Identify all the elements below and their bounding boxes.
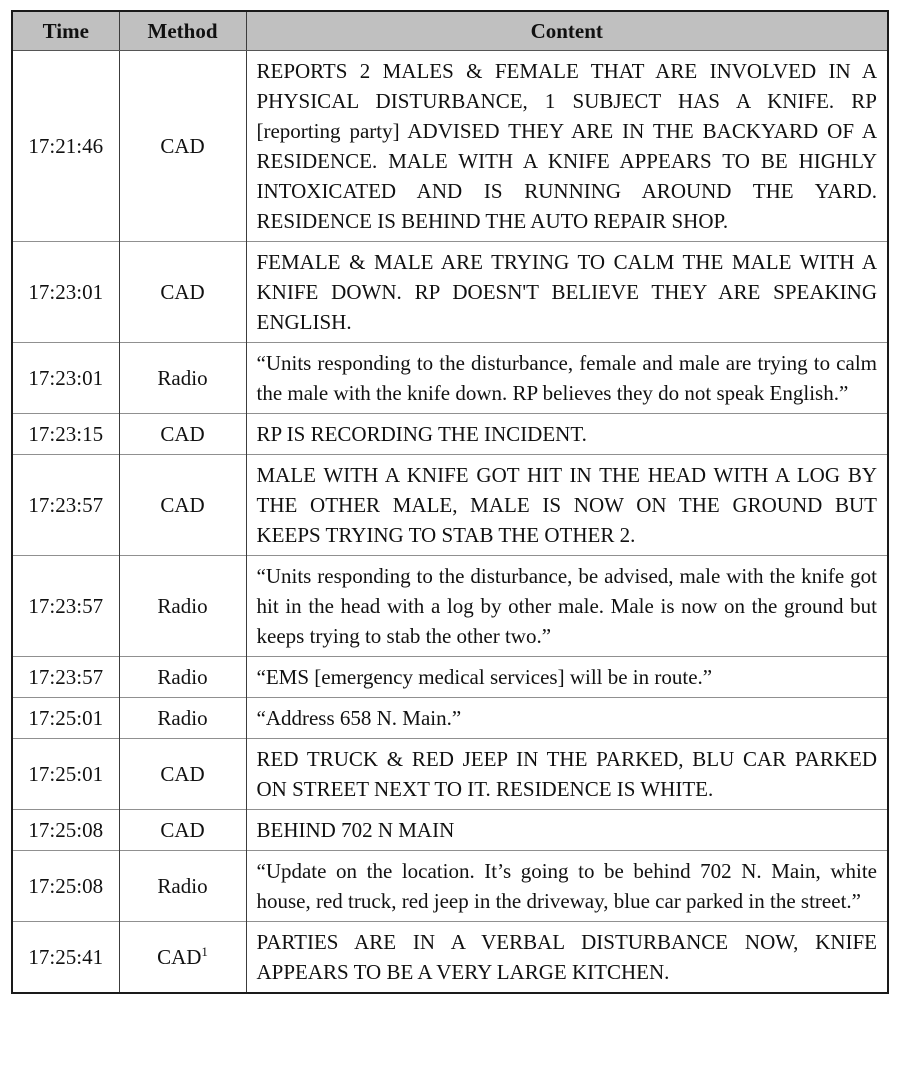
content-cell: “Units responding to the disturbance, be advised, male with the knife got hit in the head with a log by other male. Male is now on the ground but keeps trying to stab the other two.” (246, 556, 888, 657)
method-cell: Radio (119, 343, 246, 414)
method-cell: CAD (119, 810, 246, 851)
content-cell: BEHIND 702 N MAIN (246, 810, 888, 851)
log-row (12, 851, 888, 922)
log-row (12, 922, 888, 994)
content-cell: “Update on the location. It’s going to be behind 702 N. Main, white house, red truck, red jeep in the driveway, blue car parked in the street.” (246, 851, 888, 922)
log-row (12, 810, 888, 851)
log-row (12, 414, 888, 455)
time-cell: 17:23:57 (12, 657, 119, 698)
header-content: Content (246, 11, 888, 51)
log-row (12, 343, 888, 414)
content-cell: PARTIES ARE IN A VERBAL DISTURBANCE NOW, KNIFE APPEARS TO BE A VERY LARGE KITCHEN. (246, 922, 888, 994)
log-row (12, 698, 888, 739)
dispatch-log-table (11, 10, 889, 994)
time-cell: 17:25:08 (12, 810, 119, 851)
method-cell: CAD (119, 51, 246, 242)
log-row (12, 242, 888, 343)
content-cell: “Address 658 N. Main.” (246, 698, 888, 739)
method-cell: CAD (119, 242, 246, 343)
log-row (12, 657, 888, 698)
content-cell: MALE WITH A KNIFE GOT HIT IN THE HEAD WITH A LOG BY THE OTHER MALE, MALE IS NOW ON THE GROUND BUT KEEPS TRYING TO STAB THE OTHER 2. (246, 455, 888, 556)
time-cell: 17:23:57 (12, 455, 119, 556)
log-row (12, 739, 888, 810)
log-row (12, 51, 888, 242)
content-cell: “EMS [emergency medical services] will be in route.” (246, 657, 888, 698)
method-cell: CAD$^1$ (119, 922, 246, 994)
time-cell: 17:21:46 (12, 51, 119, 242)
log-row (12, 556, 888, 657)
method-cell: Radio (119, 698, 246, 739)
header-time: Time (12, 11, 119, 51)
log-table-body (12, 51, 888, 994)
method-cell: CAD (119, 739, 246, 810)
content-cell: FEMALE & MALE ARE TRYING TO CALM THE MALE WITH A KNIFE DOWN. RP DOESN'T BELIEVE THEY ARE SPEAKING ENGLISH. (246, 242, 888, 343)
content-cell: RED TRUCK & RED JEEP IN THE PARKED, BLU CAR PARKED ON STREET NEXT TO IT. RESIDENCE IS WHITE. (246, 739, 888, 810)
log-row (12, 455, 888, 556)
header-row (12, 11, 888, 51)
time-cell: 17:23:01 (12, 242, 119, 343)
content-cell: RP IS RECORDING THE INCIDENT. (246, 414, 888, 455)
time-cell: 17:23:57 (12, 556, 119, 657)
time-cell: 17:25:01 (12, 698, 119, 739)
content-cell: REPORTS 2 MALES & FEMALE THAT ARE INVOLVED IN A PHYSICAL DISTURBANCE, 1 SUBJECT HAS A KNIFE. RP [reporting party] ADVISED THEY ARE IN THE BACKYARD OF A RESIDENCE. MALE WITH A KNIFE APPEARS TO BE HIGHLY INTOXICATED AND IS RUNNING AROUND THE YARD. RESIDENCE IS BEHIND THE AUTO REPAIR SHOP. (246, 51, 888, 242)
content-cell: “Units responding to the disturbance, female and male are trying to calm the male with the knife down. RP believes they do not speak English.” (246, 343, 888, 414)
time-cell: 17:23:01 (12, 343, 119, 414)
time-cell: 17:25:41 (12, 922, 119, 994)
method-cell: Radio (119, 657, 246, 698)
method-cell: CAD (119, 414, 246, 455)
time-cell: 17:23:15 (12, 414, 119, 455)
time-cell: 17:25:01 (12, 739, 119, 810)
method-cell: CAD (119, 455, 246, 556)
time-cell: 17:25:08 (12, 851, 119, 922)
header-method: Method (119, 11, 246, 51)
method-cell: Radio (119, 556, 246, 657)
method-cell: Radio (119, 851, 246, 922)
footnote-marker: 1 (201, 944, 208, 959)
